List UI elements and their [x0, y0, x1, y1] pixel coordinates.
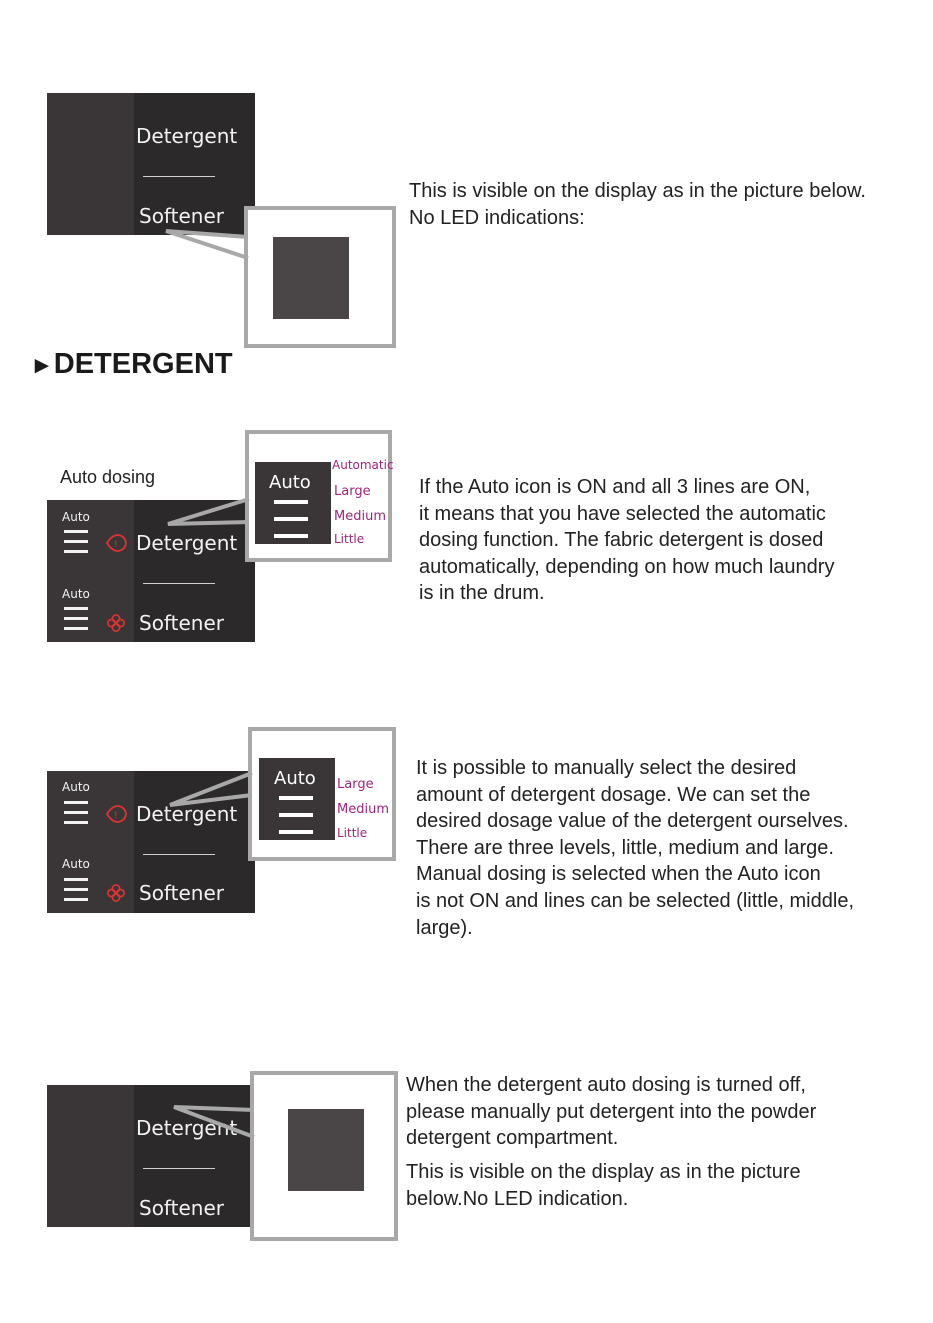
text-line: There are three levels, little, medium and large. [416, 836, 834, 859]
panel-softener-label: Softener [139, 611, 224, 635]
auto-dosing-label: Auto dosing [60, 467, 156, 487]
text-line: This is visible on the display as in the picture below. [409, 180, 866, 202]
text-line: detergent compartment. [406, 1127, 619, 1150]
connector-3 [170, 773, 252, 805]
text-line: When the detergent auto dosing is turned off, [406, 1074, 806, 1096]
text-line: amount of detergent dosage. We can set the [416, 783, 811, 806]
detergent-auto-text: Auto [62, 780, 90, 794]
text-line: it means that you have selected the automatic [419, 502, 826, 525]
svg-text:!: ! [114, 811, 118, 821]
panel-softener-label: Softener [139, 204, 224, 228]
text-line: It is possible to manually select the desired [416, 757, 797, 779]
panel-softener-label: Softener [139, 881, 224, 905]
text-line: large). [416, 916, 473, 939]
level-label-medium: Medium [334, 509, 386, 524]
text-line: below.No LED indication. [406, 1187, 629, 1210]
detergent-auto-text: Auto [62, 510, 90, 524]
text-line: please manually put detergent into the powder [406, 1100, 817, 1123]
connector-4 [174, 1107, 254, 1137]
panel-detergent-label: Detergent [136, 124, 238, 148]
level-label-medium: Medium [337, 802, 389, 817]
text-line: dosing function. The fabric detergent is dosed [419, 529, 824, 552]
connector-2 [168, 499, 249, 524]
connector-1 [166, 231, 248, 258]
level-label-little: Little [334, 532, 365, 546]
auto-led-text: Auto [274, 768, 316, 789]
level-label-automatic: Automatic [332, 458, 394, 472]
level-label-little: Little [337, 826, 368, 840]
text-line: automatically, depending on how much laundry [419, 555, 835, 578]
panel-softener-label: Softener [139, 1196, 224, 1220]
level-label-large: Large [337, 777, 374, 792]
heading-title: DETERGENT [53, 348, 233, 380]
text-line: is not ON and lines can be selected (little, middle, [416, 889, 854, 912]
panel-detergent-label: Detergent [136, 1116, 238, 1140]
softener-auto-text: Auto [62, 587, 90, 601]
text-line: This is visible on the display as in the picture [406, 1161, 801, 1183]
level-label-large: Large [334, 484, 371, 499]
text-line: If the Auto icon is ON and all 3 lines are ON, [419, 476, 811, 498]
softener-auto-text: Auto [62, 857, 90, 871]
svg-text:!: ! [114, 540, 118, 550]
text-line: No LED indications: [409, 206, 585, 229]
panel-detergent-label: Detergent [136, 531, 238, 555]
text-line: Manual dosing is selected when the Auto icon [416, 863, 821, 886]
panel-detergent-label: Detergent [136, 802, 238, 826]
text-line: desired dosage value of the detergent ourselves. [416, 810, 849, 833]
auto-led-text: Auto [269, 472, 311, 493]
play-marker-icon: ► [30, 352, 54, 379]
text-line: is in the drum. [419, 582, 545, 605]
